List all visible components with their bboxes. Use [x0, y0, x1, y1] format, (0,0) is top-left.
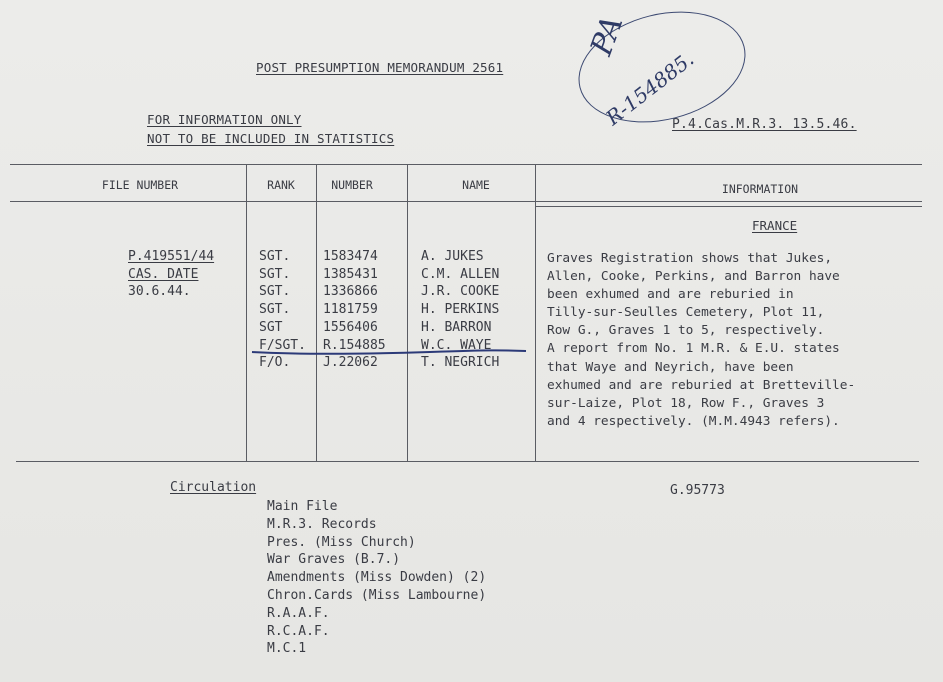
info-line: Graves Registration shows that Jukes, — [547, 251, 833, 266]
info-header-rule — [536, 206, 922, 207]
circulation-item: R.A.A.F. — [267, 605, 330, 621]
table-top-rule — [10, 164, 922, 165]
number-cell: 1336866 — [323, 284, 378, 300]
info-line: that Waye and Neyrich, have been — [547, 359, 794, 375]
name-cell: C.M. ALLEN — [421, 266, 500, 282]
table-header-rule — [10, 201, 922, 202]
number-cell: 1556406 — [323, 319, 378, 335]
name-cell: T. NEGRICH — [421, 355, 500, 371]
circulation-list — [267, 498, 486, 658]
info-line: Row G., Graves 1 to 5, respectively. — [547, 323, 825, 339]
circulation-heading: Circulation — [170, 480, 257, 495]
file-number-column — [128, 248, 214, 301]
table-bottom-rule — [16, 461, 919, 462]
circulation-item: War Graves (B.7.) — [267, 552, 401, 568]
number-cell: J.22062 — [323, 355, 378, 371]
memo-reference: P.4.Cas.M.R.3. 13.5.46. — [672, 117, 857, 132]
table-divider-2 — [316, 164, 317, 461]
circulation-item: Chron.Cards (Miss Lambourne) — [267, 587, 487, 603]
information-text — [547, 250, 919, 431]
table-divider-4 — [535, 164, 536, 461]
name-cell: A. JUKES — [421, 249, 484, 264]
rank-cell: SGT. — [259, 284, 291, 300]
rank-cell: SGT. — [259, 302, 291, 318]
info-line: and 4 respectively. (M.M.4943 refers). — [547, 413, 840, 429]
file-number: P.419551/44 — [128, 249, 215, 264]
info-line: A report from No. 1 M.R. & E.U. states — [547, 341, 840, 357]
circulation-item: Amendments (Miss Dowden) (2) — [267, 570, 487, 586]
number-cell: 1385431 — [323, 266, 378, 282]
memo-title: POST PRESUMPTION MEMORANDUM 2561 — [256, 60, 504, 75]
header-name: NAME — [462, 178, 490, 192]
table-divider-3 — [407, 164, 408, 461]
header-file-number: FILE NUMBER — [101, 178, 179, 192]
number-cell: R.154885 — [323, 337, 386, 353]
rank-cell: SGT. — [259, 249, 291, 264]
rank-cell: SGT — [259, 319, 283, 335]
circulation-item: Pres. (Miss Church) — [267, 534, 416, 550]
header-information: INFORMATION — [721, 182, 799, 196]
number-cell: 1583474 — [323, 249, 378, 264]
handwritten-initials: PA — [584, 11, 631, 60]
name-cell: J.R. COOKE — [421, 284, 500, 300]
rank-cell: F/SGT. — [259, 337, 306, 353]
info-line: exhumed and are reburied at Bretteville- — [547, 377, 856, 393]
casualty-date-label: CAS. DATE — [128, 266, 199, 282]
circulation-item: M.R.3. Records — [267, 516, 377, 532]
circulation-item: R.C.A.F. — [267, 623, 330, 639]
info-line: sur-Laize, Plot 18, Row F., Graves 3 — [547, 395, 825, 411]
notice-line-1: FOR INFORMATION ONLY — [147, 112, 302, 127]
name-cell: H. PERKINS — [421, 302, 500, 318]
name-cell: H. BARRON — [421, 319, 492, 335]
rank-cell: SGT. — [259, 266, 291, 282]
info-line: Allen, Cooke, Perkins, and Barron have — [547, 269, 840, 285]
table-divider-1 — [246, 164, 247, 461]
info-line: been exhumed and are reburied in — [547, 287, 794, 303]
header-number: NUMBER — [331, 178, 373, 192]
circulation-code: G.95773 — [670, 483, 725, 498]
info-country-heading: FRANCE — [752, 218, 798, 233]
casualty-date: 30.6.44. — [128, 284, 191, 300]
header-rank: RANK — [267, 178, 295, 192]
number-cell: 1181759 — [323, 302, 378, 318]
notice-line-2: NOT TO BE INCLUDED IN STATISTICS — [147, 131, 395, 146]
name-cell: W.C. WAYE — [421, 337, 492, 353]
circulation-item: M.C.1 — [267, 641, 307, 657]
circulation-item: Main File — [267, 499, 338, 514]
rank-cell: F/O. — [259, 355, 291, 371]
handwritten-service-number: R-154885. — [601, 46, 699, 130]
info-line: Tilly-sur-Seulles Cemetery, Plot 11, — [547, 305, 825, 321]
pen-underline-mark — [250, 346, 530, 358]
